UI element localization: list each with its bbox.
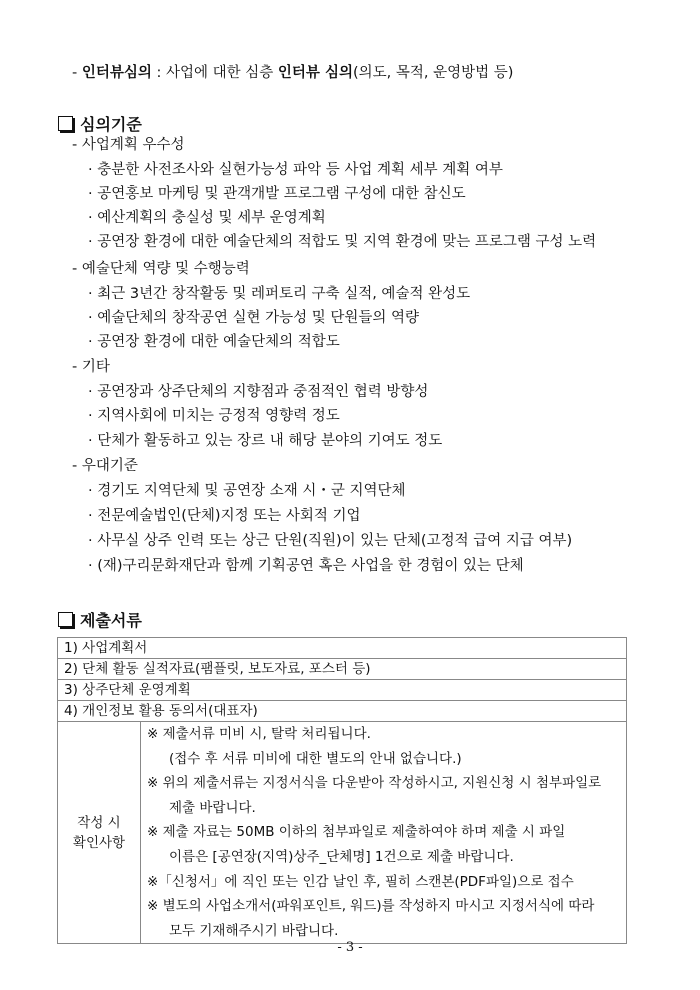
table-row <box>58 701 627 722</box>
criteria-section-header <box>58 112 142 135</box>
criteria-title: 심의기준 <box>80 115 142 134</box>
notes-cell <box>141 722 627 944</box>
note-line: 모두 기재해주시기 바랍니다. <box>169 922 339 939</box>
criteria-item: · 지역사회에 미치는 긍정적 영향력 정도 <box>88 408 340 424</box>
criteria-item: · 전문예술법인(단체)지정 또는 사회적 기업 <box>88 508 361 524</box>
criteria-item: · 공연장 환경에 대한 예술단체의 적합도 <box>88 334 340 350</box>
note-line: 이름은 [공연장(지역)상주_단체명] 1건으로 제출 바랍니다. <box>169 848 514 865</box>
criteria-item: · 예산계획의 충실성 및 세부 운영계획 <box>88 210 326 226</box>
document-item: 3) 상주단체 운영계획 <box>58 680 627 701</box>
document-item: 4) 개인정보 활용 동의서(대표자) <box>58 701 627 722</box>
table-row <box>58 680 627 701</box>
criteria-item: · 공연장 환경에 대한 예술단체의 적합도 및 지역 환경에 맞는 프로그램 구성 노력 <box>88 234 597 250</box>
note-line: ※ 위의 제출서류는 지정서식을 다운받아 작성하시고, 지원신청 시 첨부파일로 <box>147 775 602 792</box>
criteria-item: · 충분한 사전조사와 실현가능성 파악 등 사업 계획 세부 계획 여부 <box>88 162 503 178</box>
criteria-heading: - 사업계획 우수성 <box>72 137 185 153</box>
interview-text2: (의도, 목적, 운영방법 등) <box>352 65 514 81</box>
interview-text1: : 사업에 대한 심층 <box>151 65 278 81</box>
note-line: 제출 바랍니다. <box>169 799 256 816</box>
notes-label-line1: 작성 시 <box>77 814 121 831</box>
interview-label: 인터뷰심의 <box>81 65 152 81</box>
notes-label-line2: 확인사항 <box>72 834 126 851</box>
checkbox-square-icon <box>58 116 73 131</box>
document-item: 1) 사업계획서 <box>58 638 627 659</box>
document-item: 2) 단체 활동 실적자료(팸플릿, 보도자료, 포스터 등) <box>58 659 627 680</box>
documents-title: 제출서류 <box>80 611 142 630</box>
criteria-item: · 공연장과 상주단체의 지향점과 중점적인 협력 방향성 <box>88 384 429 400</box>
criteria-heading: - 우대기준 <box>72 458 138 474</box>
criteria-item: · 사무실 상주 인력 또는 상근 단원(직원)이 있는 단체(고정적 급여 지급 여부) <box>88 533 573 549</box>
criteria-item: · 최근 3년간 창작활동 및 레퍼토리 구축 실적, 예술적 완성도 <box>88 286 471 302</box>
interview-line <box>72 63 513 83</box>
criteria-item: · (재)구리문화재단과 함께 기획공연 혹은 사업을 한 경험이 있는 단체 <box>88 558 524 574</box>
note-line: ※ 제출 자료는 50MB 이하의 첨부파일로 제출하여야 하며 제출 시 파일 <box>147 824 566 841</box>
criteria-item: · 공연홍보 마케팅 및 관객개발 프로그램 구성에 대한 참신도 <box>88 186 466 202</box>
interview-dash: - <box>72 65 78 81</box>
criteria-heading: - 예술단체 역량 및 수행능력 <box>72 261 250 277</box>
documents-table <box>57 637 627 944</box>
interview-bold: 인터뷰 심의 <box>277 65 353 81</box>
note-line: (접수 후 서류 미비에 대한 별도의 안내 없습니다.) <box>169 750 462 767</box>
checkbox-square-icon <box>58 612 73 627</box>
table-row <box>58 722 627 944</box>
note-line: ※ 별도의 사업소개서(파워포인트, 워드)를 작성하지 마시고 지정서식에 따라 <box>147 898 595 915</box>
note-line: ※「신청서」에 직인 또는 인감 날인 후, 필히 스캔본(PDF파일)으로 접수 <box>147 873 574 890</box>
page-number: - 3 - <box>337 940 363 955</box>
notes-label <box>58 722 141 944</box>
table-row <box>58 659 627 680</box>
criteria-item: · 단체가 활동하고 있는 장르 내 해당 분야의 기여도 정도 <box>88 433 443 449</box>
criteria-item: · 경기도 지역단체 및 공연장 소재 시・군 지역단체 <box>88 483 406 499</box>
documents-section-header <box>58 608 142 631</box>
criteria-item: · 예술단체의 창작공연 실현 가능성 및 단원들의 역량 <box>88 310 420 326</box>
table-row <box>58 638 627 659</box>
note-line: ※ 제출서류 미비 시, 탈락 처리됩니다. <box>147 726 371 742</box>
criteria-heading: - 기타 <box>72 359 110 375</box>
